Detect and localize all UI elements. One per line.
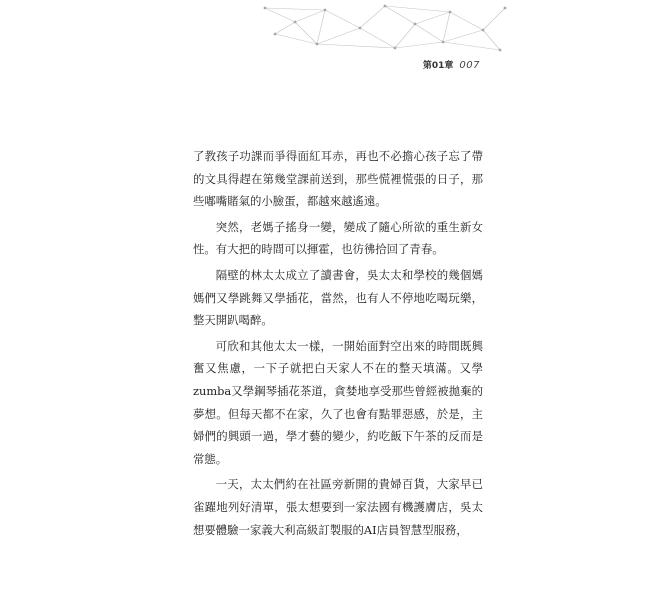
chapter-label: 第01章 <box>422 61 454 71</box>
page-header <box>380 58 480 71</box>
body-text <box>193 145 483 544</box>
paragraph-5: 一天，太太們約在社區旁新開的貴婦百貨，大家早已雀躍地列好清單，張太想要到一家法國有機護膚店，吳太想要體驗一家義大利高級訂製服的AI店員智慧型服務， <box>193 477 483 537</box>
paragraph-1: 了教孩子功課而爭得面紅耳赤，再也不必擔心孩子忘了帶的文具得趕在第幾堂課前送到，那些慌裡慌張的日子，那些嘟嘴賭氣的小臉蛋，都越來越遙遠。 <box>193 149 483 209</box>
page-number: 007 <box>459 60 480 71</box>
paragraph-4: 可欣和其他太太一樣，一開始面對空出來的時間既興奮又焦慮，一下子就把白天家人不在的整天填滿。又學zumba又學鋼琴插花茶道，貪婪地享受那些曾經被拋棄的夢想。但每天都不在家，久了也會有點罪惡感，於是，主婦們的興頭一過，學才藝的變少，約吃飯下午茶的反而是常態。 <box>193 338 483 466</box>
network-graph-icon <box>255 0 515 60</box>
paragraph-3: 隔壁的林太太成立了讀書會，吳太太和學校的幾個媽媽們又學跳舞又學插花，當然，也有人不停地吃喝玩樂，整天開趴喝醉。 <box>193 267 483 328</box>
paragraph-2: 突然，老媽子搖身一變，變成了隨心所欲的重生新女性。有大把的時間可以揮霍，也彷彿拾回了青春。 <box>193 219 483 257</box>
